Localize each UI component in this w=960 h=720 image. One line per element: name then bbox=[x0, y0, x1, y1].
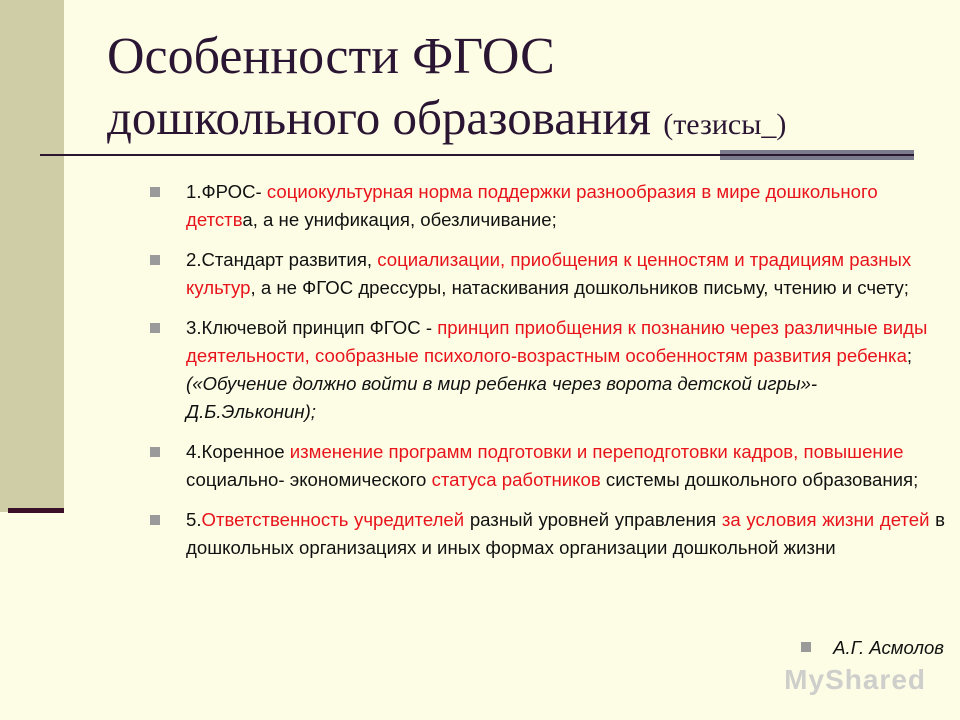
bullet-item bbox=[150, 438, 945, 494]
bullet-text-segment: 2.Стандарт развития, bbox=[186, 249, 378, 270]
bullet-text-segment: статуса работников bbox=[431, 469, 606, 490]
bullet-list bbox=[150, 178, 945, 574]
author-name: А.Г. Асмолов bbox=[833, 637, 944, 658]
bullet-text-segment: за условия жизни детей bbox=[721, 509, 936, 530]
bullet-text-segment: 1.ФРОС- bbox=[186, 181, 267, 202]
bullet-item bbox=[150, 314, 945, 426]
bullet-text-segment: ; bbox=[906, 345, 913, 366]
bullet-text-segment: разный уровней управления bbox=[469, 509, 722, 530]
bullet-text-segment: в дошкольных организациях и иных формах организации дошкольной жизни bbox=[186, 509, 946, 558]
bullet-marker bbox=[150, 255, 160, 265]
bullet-text-segment: принцип приобщения к познанию через различные виды деятельности, сообразные психолого-возрастным особенностям развития ребенка bbox=[186, 317, 928, 366]
title-line-2-text: дошкольного образования bbox=[107, 90, 651, 146]
bullet-text-segment: Ответственность учредителей bbox=[201, 509, 470, 530]
side-decoration-bar bbox=[0, 0, 64, 512]
bullet-text-segment: социализации, приобщения к ценностям и традициям разных культур bbox=[186, 249, 912, 298]
bullet-text-segment: системы дошкольного образования; bbox=[605, 469, 919, 490]
side-decoration-line bbox=[8, 508, 64, 513]
bullet-text-segment: 4.Коренное bbox=[186, 441, 290, 462]
bullet-marker bbox=[150, 447, 160, 457]
bullet-marker bbox=[150, 515, 160, 525]
bullet-marker bbox=[801, 642, 811, 652]
bullet-item bbox=[150, 506, 945, 562]
bullet-item bbox=[150, 246, 945, 302]
bullet-marker bbox=[150, 323, 160, 333]
bullet-item bbox=[150, 178, 945, 234]
watermark-logo: MyShared bbox=[784, 664, 926, 695]
bullet-text-segment: а, а не унификация, обезличивание; bbox=[242, 209, 557, 230]
bullet-text-segment: , а не ФГОС дрессуры, натаскивания дошкольников письму, чтению и счету; bbox=[250, 277, 909, 298]
title-note: (тезисы_) bbox=[663, 108, 787, 142]
bullet-text-segment: социально- экономического bbox=[186, 469, 432, 490]
bullet-text-segment: 5. bbox=[186, 509, 202, 530]
title-line-2 bbox=[107, 91, 786, 145]
bullet-text-segment: социокультурная норма поддержки разнообразия в мире дошкольного детств bbox=[186, 181, 878, 230]
bullet-text-segment: 3.Ключевой принцип ФГОС - bbox=[186, 317, 438, 338]
title-line-1: Особенности ФГОС bbox=[107, 28, 555, 85]
bullet-text-segment: изменение программ подготовки и переподготовки кадров, повышение bbox=[289, 441, 904, 462]
bullet-marker bbox=[150, 187, 160, 197]
bullet-text-segment: («Обучение должно войти в мир ребенка через ворота детской игры»-Д.Б.Эльконин); bbox=[186, 373, 818, 422]
author-line bbox=[801, 637, 944, 659]
title-underline bbox=[40, 154, 914, 156]
slide-title bbox=[107, 28, 786, 145]
